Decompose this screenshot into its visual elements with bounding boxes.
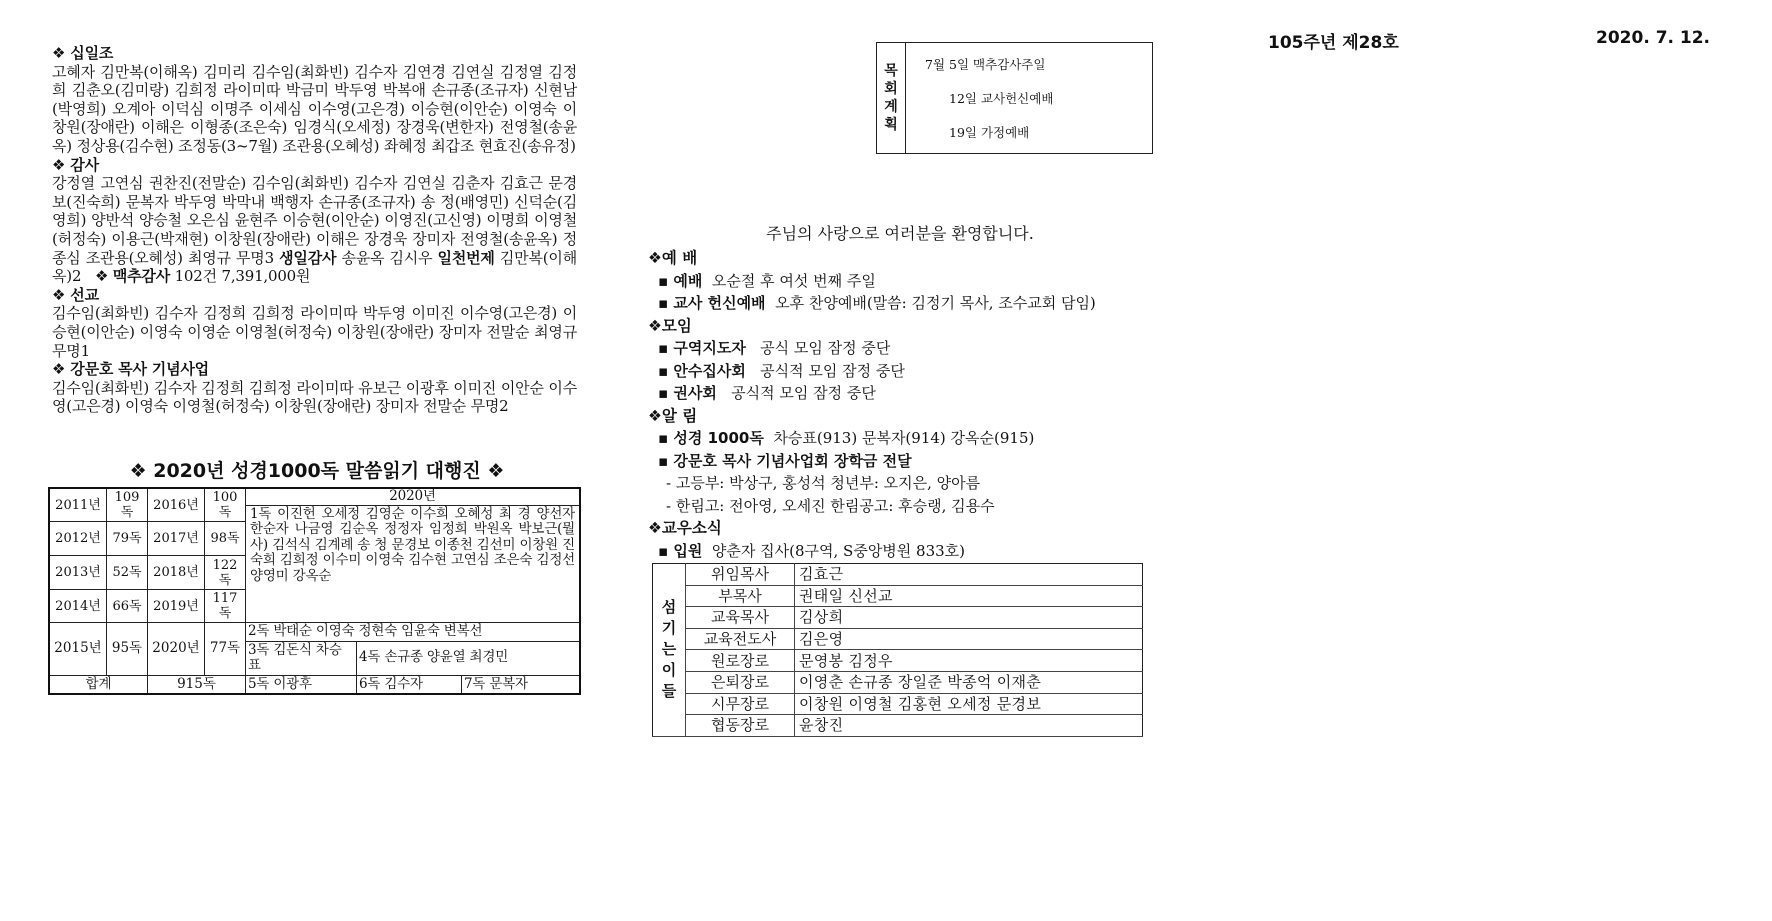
section-title: 감사 [70, 155, 99, 174]
year-header: 2020년 [246, 489, 579, 506]
table-row: 교육목사 김상희 [653, 607, 1143, 629]
diamond-icon: ❖ [52, 155, 66, 174]
bible-reading-table [48, 487, 581, 695]
readers-5: 5독 이광후 [246, 675, 357, 694]
member-news-heading: ❖교우소식 [648, 519, 722, 537]
total-value: 915독 [148, 675, 246, 694]
table-row: 교육전도사 김은영 [653, 628, 1143, 650]
list-item: ▪ 입원 양춘자 집사(8구역, S중앙병원 833호) [658, 541, 966, 560]
issue-number: 105주년 제28호 [1268, 33, 1399, 53]
table-row: 섬기는 이들 위임목사 김효근 [653, 564, 1143, 586]
diamond-icon: ❖ [52, 360, 66, 379]
diamond-icon: ❖ [95, 267, 109, 286]
table-row: 2012년 79독 2017년 98독 [49, 522, 580, 556]
diamond-icon: ❖ [52, 44, 66, 62]
table-row: 시무장로 이창원 이영철 김홍현 오세정 문경보 [653, 693, 1143, 715]
meeting-heading: ❖모임 [648, 316, 692, 335]
section-names: 김수임(최화빈) 김수자 김정희 김희정 라이미따 유보근 이광후 이미진 이안순 이수영(고은경) 이영숙 이영철(허정숙) 이창원(장애란) 장미자 전말순 무명2 [52, 378, 577, 416]
issue-date: 2020. 7. 12. [1596, 28, 1711, 48]
thousand-offering-label: 일천번제 [437, 248, 495, 267]
section-title: 십일조 [70, 44, 114, 62]
table-row: 2011년 109독 2016년 100독 2020년 1독 이진헌 오세정 김영순 이수희 오혜성 최 경 양선자 한순자 나금영 김순옥 정정자 임정희 박원옥 박보근(뭘 사) 김석식 김계례 송 청 문경보 이종천 김선미 이창원 진숙희 김희정 이수미 이영숙 김수현 고연심 조은숙 김정선 양영미 강옥순 [49, 488, 580, 522]
mission-section [52, 286, 577, 360]
table-row [49, 675, 580, 694]
staff-label: 섬기는 이들 [653, 564, 686, 737]
plan-label: 목 회 계 획 [877, 43, 906, 153]
total-label: 합계 [49, 675, 148, 694]
staff-table [652, 563, 1143, 737]
list-item: - 고등부: 박상구, 홍성석 청년부: 오지은, 양아름 [666, 474, 981, 492]
worship-heading: ❖예 배 [648, 249, 698, 267]
tithe-section [52, 44, 577, 156]
section-title: 강문호 목사 기념사업 [70, 360, 209, 379]
section-title: 선교 [70, 285, 99, 304]
list-item: - 한림고: 전아영, 오세진 한림공고: 후승랭, 김용수 [666, 496, 995, 515]
readers-4: 4독 손규종 양윤열 최경민 [357, 641, 581, 675]
table-row: 2015년 95독 2020년 77독 2독 박태순 이영숙 정현숙 임윤숙 변복선 [49, 623, 580, 642]
readers-6: 6독 김수자 [357, 675, 462, 694]
list-item: ▪ 구역지도자 공식 모임 잠정 중단 [658, 339, 891, 357]
section-names: 강정열 고연심 권찬진(전말순) 김수임(최화빈) 김수자 김연실 김춘자 김효근 문경보(진숙희) 문복자 박두영 박막내 백행자 손규종(조규자) 송 정(배영민) 신덕순(김영희) 양반석 양승철 오은심 윤현주 이승현(이안순) 이영진(고신영) 이명희 이영철(허정숙) 이용근(박재현) 이창원(장애란) 이해은 장경욱 장미자 전영철(송윤옥) 정종심 조관용(오혜성) 최영규 무명3 [52, 174, 577, 267]
readers-2: 2독 박태순 이영숙 정현숙 임윤숙 변복선 [246, 623, 581, 642]
table-row: 2013년 52독 2018년 122독 [49, 556, 580, 590]
harvest-thanks-total: 102건 7,391,000원 [174, 267, 311, 286]
plan-item: 7월 5일 맥추감사주일 [925, 57, 1046, 72]
table-row: 원로장로 문영봉 김정우 [653, 650, 1143, 672]
birthday-thanks-names: 송윤옥 김시우 [341, 248, 433, 267]
list-item: ▪ 성경 1000독 차승표(913) 문복자(914) 강옥순(915) [658, 429, 1035, 447]
bible-reading-title: ❖ 2020년 성경1000독 말씀읽기 대행진 ❖ [129, 460, 505, 482]
welcome-message: 주님의 사랑으로 여러분을 환영합니다. [766, 224, 1034, 243]
birthday-thanks-label: 생일감사 [279, 248, 337, 267]
church-news [648, 247, 1168, 562]
notice-heading: ❖알 림 [648, 406, 698, 425]
list-item: ▪ 교사 헌신예배 오후 찬양예배(말씀: 김정기 목사, 조수교회 담임) [658, 294, 1096, 312]
memorial-section [52, 360, 577, 416]
list-item: ▪ 강문호 목사 기념사업회 장학금 전달 [658, 451, 912, 470]
list-item: ▪ 예배 오순절 후 여섯 번째 주일 [658, 271, 876, 290]
list-item: ▪ 안수집사회 공식적 모임 잠정 중단 [658, 361, 905, 380]
table-row: 2014년 66독 2019년 117독 [49, 590, 580, 623]
harvest-thanks-label: 맥추감사 [112, 267, 171, 286]
list-item: ▪ 권사회 공식적 모임 잠정 중단 [658, 384, 876, 402]
readers-7: 7독 문복자 [462, 675, 581, 694]
table-row: 은퇴장로 이영춘 손규종 장일준 박종억 이재춘 [653, 671, 1143, 693]
table-row: 부목사 권태일 신선교 [653, 585, 1143, 607]
pastoral-plan-box [876, 42, 1153, 154]
section-names: 고혜자 김만복(이해옥) 김미리 김수임(최화빈) 김수자 김연경 김연실 김정열 김정희 김춘오(김미랑) 김희정 라이미따 박금미 박두영 박복애 손규종(조규자) 신현남(박영희) 오계아 이덕심 이명주 이세심 이수영(고은경) 이승현(이안순) 이영숙 이창원(장애란) 이해은 이형종(조은숙) 임경식(오세정) 장경욱(변한자) 전영철(송윤옥) 정상용(김수현) 조정동(3~7월) 조관용(오혜성) 좌혜정 최갑조 현효진(송유정) [52, 62, 577, 155]
thousand-offering-names: 김만복(이해옥)2 [52, 248, 577, 286]
plan-item: 19일 가정예배 [949, 125, 1030, 140]
readers-1: 1독 이진헌 오세정 김영순 이수희 오혜성 최 경 양선자 한순자 나금영 김순옥 정정자 임정희 박원옥 박보근(뭘 사) 김석식 김계례 송 청 문경보 이종천 김선미 이창원 진숙희 김희정 이수미 이영숙 김수현 고연심 조은숙 김정선 양영미 강옥순 [250, 505, 575, 584]
section-names: 김수임(최화빈) 김수자 김정희 김희정 라이미따 박두영 이미진 이수영(고은경) 이승현(이안순) 이영숙 이영순 이영철(허정숙) 이창원(장애란) 장미자 전말순 최영규 무명1 [52, 304, 577, 360]
thanks-section [52, 156, 577, 286]
table-row: 협동장로 윤창진 [653, 715, 1143, 737]
diamond-icon: ❖ [52, 285, 66, 304]
plan-item: 12일 교사헌신예배 [949, 91, 1054, 106]
offering-list [52, 44, 577, 416]
readers-3: 3독 김돈식 차승표 [246, 641, 357, 675]
